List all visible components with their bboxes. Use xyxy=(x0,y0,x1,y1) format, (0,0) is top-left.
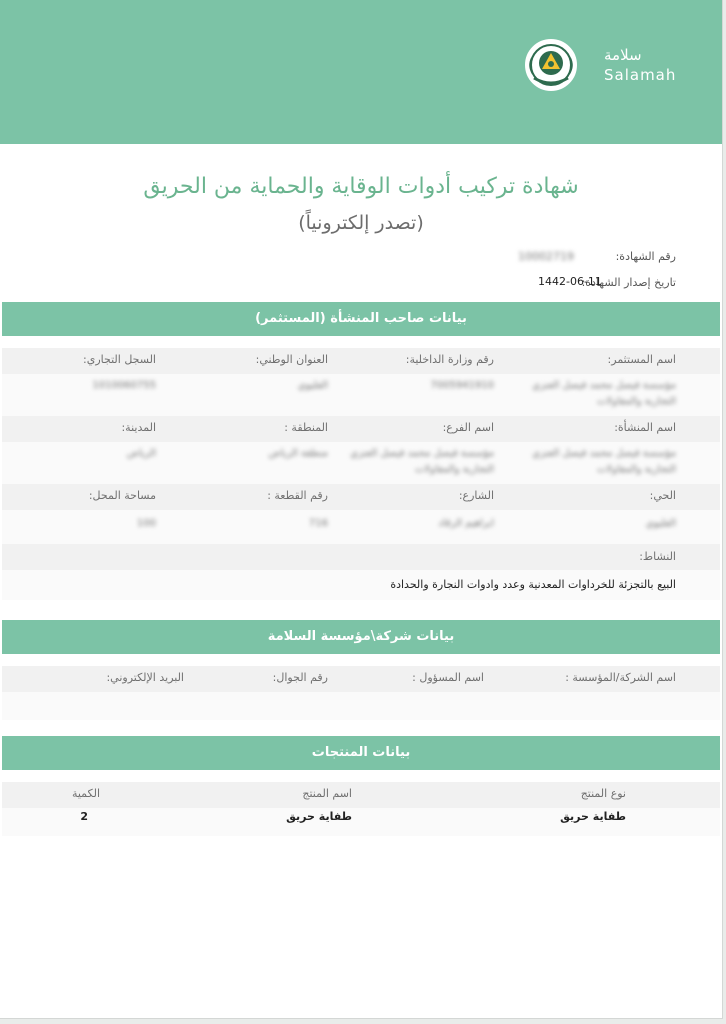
commercial-register-value: 1010060755 xyxy=(92,380,156,391)
investor-name-label: اسم المستثمر: xyxy=(607,353,676,366)
brand xyxy=(604,46,676,84)
certificate-subtitle: (تصدر إلكترونياً) xyxy=(298,212,424,234)
facility-name-value: مؤسسة فيصل محمد فيصل العنزي التجارية والمقاولات xyxy=(532,448,676,475)
quantity-header: الكمية xyxy=(71,787,100,800)
company-name-label: اسم الشركة/المؤسسة : xyxy=(565,671,676,684)
quantity-cell: 2 xyxy=(80,810,88,823)
header-banner xyxy=(0,0,722,144)
mobile-number-label: رقم الجوال: xyxy=(272,671,328,684)
product-type-cell: طفاية حريق xyxy=(560,810,626,823)
moi-number-value: 7005941910 xyxy=(430,380,494,391)
street-value: ابراهيم الرقاد xyxy=(438,518,494,529)
branch-name-value: مؤسسة فيصل محمد فيصل العنزي التجارية والمقاولات xyxy=(350,448,494,475)
product-name-cell: طفاية حريق xyxy=(286,810,352,823)
investor-name-value: مؤسسة فيصل محمد فيصل العنزي التجارية والمقاولات xyxy=(532,380,676,407)
national-address-value: الفليوي xyxy=(297,380,328,391)
facility-name-label: اسم المنشأة: xyxy=(614,421,676,434)
street-label: الشارع: xyxy=(458,489,494,502)
activity-value: البيع بالتجزئة للخرداوات المعدنية وعدد وادوات النجارة والحدادة xyxy=(390,578,676,591)
activity-row-label xyxy=(2,544,720,570)
city-value: الرياض xyxy=(126,448,156,459)
certificate-date-value: 1442-06-11 xyxy=(538,275,602,288)
district-label: الحي: xyxy=(649,489,676,502)
company-row-values xyxy=(2,692,720,720)
national-address-label: العنوان الوطني: xyxy=(255,353,328,366)
products-section-header: بيانات المنتجات xyxy=(2,736,720,770)
certificate-date-label: تاريخ إصدار الشهادة: xyxy=(581,276,676,289)
plot-number-label: رقم القطعة : xyxy=(267,489,328,502)
branch-name-label: اسم الفرع: xyxy=(442,421,494,434)
owner-section-header: بيانات صاحب المنشأة (المستثمر) xyxy=(2,302,720,336)
brand-name-en: Salamah xyxy=(604,66,677,84)
city-label: المدينة: xyxy=(121,421,156,434)
region-value: منطقة الرياض xyxy=(268,448,328,459)
plot-number-value: 716 xyxy=(308,518,328,529)
shop-area-value: 100 xyxy=(136,518,156,529)
owner-row2-labels xyxy=(2,416,720,442)
certificate-title: شهادة تركيب أدوات الوقاية والحماية من الحريق xyxy=(143,174,579,199)
brand-name-ar: سلامة xyxy=(604,46,642,64)
moi-number-label: رقم وزارة الداخلية: xyxy=(405,353,494,366)
commercial-register-label: السجل التجاري: xyxy=(83,353,156,366)
email-label: البريد الإلكتروني: xyxy=(106,671,184,684)
certificate-number-label: رقم الشهادة: xyxy=(615,250,676,263)
owner-row3-values xyxy=(2,510,720,544)
responsible-name-label: اسم المسؤول : xyxy=(412,671,484,684)
shop-area-label: مساحة المحل: xyxy=(88,489,156,502)
civil-defense-logo-icon xyxy=(524,38,578,92)
company-section-header: بيانات شركة\مؤسسة السلامة xyxy=(2,620,720,654)
activity-label: النشاط: xyxy=(639,550,676,563)
district-value: الفليوي xyxy=(645,518,676,529)
product-name-header: اسم المنتج xyxy=(302,787,352,800)
region-label: المنطقة : xyxy=(284,421,328,434)
certificate-number-value: 10002719 xyxy=(518,250,574,263)
product-type-header: نوع المنتج xyxy=(580,787,626,800)
